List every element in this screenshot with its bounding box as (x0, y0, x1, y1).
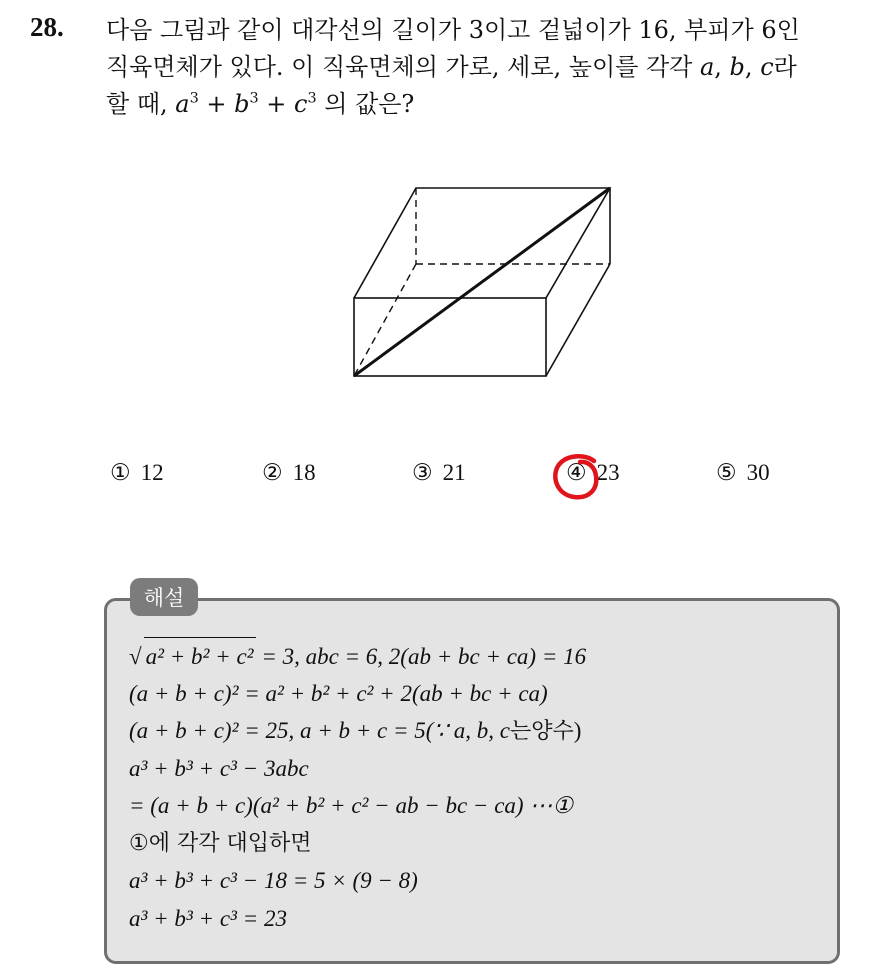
cuboid-figure (340, 180, 630, 380)
expr-c: c (294, 90, 308, 118)
choice-2-mark: ② (262, 460, 283, 485)
choice-3-mark: ③ (412, 460, 433, 485)
choice-2[interactable] (262, 460, 316, 486)
stem-line-3-post: 의 값은? (316, 90, 415, 118)
solution-badge: 해설 (130, 578, 198, 616)
solution-line-3-post: ) (573, 718, 582, 743)
var-b: b (729, 53, 745, 81)
solution-box (104, 598, 840, 964)
sqrt-expression: √ a² + b² + c² (129, 637, 256, 676)
solution-line-3-pre: (a + b + c)² = 25, a + b + c = 5(∵ a, b, c (129, 718, 511, 743)
solution-line-7: a³ + b³ + c³ − 18 = 5 × (9 − 8) (129, 868, 418, 893)
solution-line-1 (129, 637, 586, 675)
sep-1: , (714, 53, 730, 81)
solution-line-6: ①에 각각 대입하면 (129, 830, 312, 856)
sep-2: , (744, 53, 761, 81)
stem-line-2-pre: 직육면체가 있다. 이 직육면체의 가로, 세로, 높이를 각각 (106, 53, 700, 81)
front-face (354, 298, 546, 376)
expr-plus-2: + (258, 90, 295, 118)
expr-b: b (234, 90, 250, 118)
choice-1-value: 12 (140, 460, 164, 485)
stem-line-2 (106, 49, 876, 86)
choice-1-mark: ① (110, 460, 131, 485)
stem-line-1: 다음 그림과 같이 대각선의 길이가 3이고 겉넓이가 16, 부피가 6인 (106, 16, 800, 44)
problem-number: 28. (30, 12, 64, 42)
choices (110, 460, 830, 496)
expr-exp-a: 3 (189, 90, 199, 107)
solution-line-3 (129, 712, 586, 750)
solution-line-4: a³ + b³ + c³ − 3abc (129, 755, 309, 781)
sqrt-radicand: a² + b² + c² (144, 637, 256, 676)
solution-lines (129, 637, 586, 937)
solution-line-8: a³ + b³ + c³ = 23 (129, 905, 287, 931)
choice-3[interactable] (412, 460, 466, 486)
solution-line-3-korean: 는양수 (510, 719, 574, 744)
solution-line-5: = (a + b + c)(a² + b² + c² − ab − bc − ca) ⋯① (129, 793, 573, 818)
space-diagonal (354, 188, 610, 376)
stem-line-3-pre: 할 때, (106, 90, 176, 118)
choice-3-value: 21 (442, 460, 466, 485)
choice-5-value: 30 (746, 460, 770, 485)
problem-stem (106, 12, 876, 123)
expr-exp-c: 3 (307, 90, 317, 107)
choice-1[interactable] (110, 460, 164, 486)
choice-5-mark: ⑤ (716, 460, 737, 485)
expr-a: a (175, 90, 190, 118)
var-a: a (699, 53, 715, 81)
expr-exp-b: 3 (249, 90, 259, 107)
stem-line-3 (106, 86, 876, 123)
solution-line-2: (a + b + c)² = a² + b² + c² + 2(ab + bc + ca) (129, 680, 548, 706)
choice-4-value: 23 (596, 460, 620, 485)
choice-4-mark: ④ (566, 460, 587, 485)
stem-line-2-post: 라 (773, 53, 797, 81)
answer-circle-mark (550, 452, 602, 502)
var-c: c (760, 53, 774, 81)
expr-plus-1: + (198, 90, 235, 118)
choice-5[interactable] (716, 460, 770, 486)
choice-2-value: 18 (292, 460, 316, 485)
solution-line-1-rest: = 3, abc = 6, 2(ab + bc + ca) = 16 (255, 644, 587, 669)
